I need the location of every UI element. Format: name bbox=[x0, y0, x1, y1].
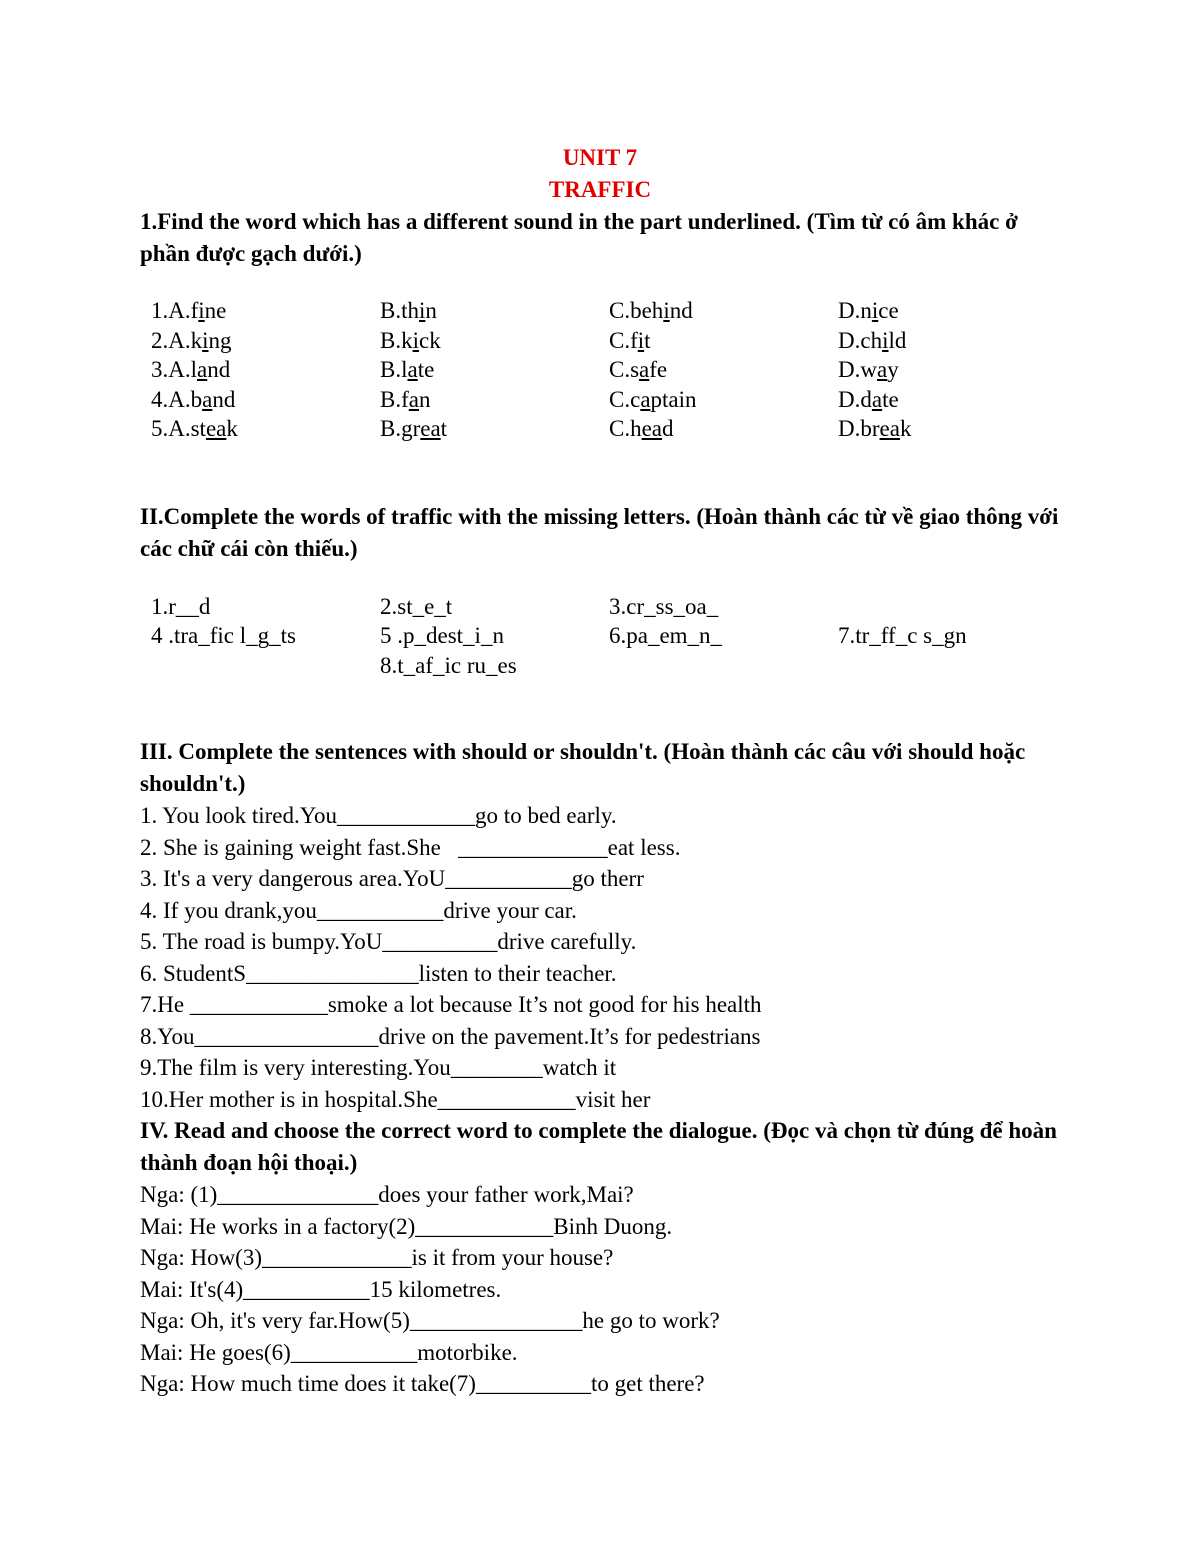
unit-title: UNIT 7 bbox=[562, 145, 638, 170]
section1-row bbox=[140, 326, 1060, 356]
word-item: 5 .p_dest_i_n bbox=[380, 623, 504, 648]
option: 2.A.king bbox=[151, 327, 232, 353]
word-item: 1.r__d bbox=[151, 593, 211, 619]
option: D.way bbox=[838, 357, 899, 382]
section1-row bbox=[140, 296, 1060, 326]
dialogue-line: Mai: He goes(6)___________motorbike. bbox=[140, 1339, 518, 1365]
option: B.thin bbox=[380, 298, 437, 323]
sentence-item: 8.You________________drive on the pavement.It’s for pedestrians bbox=[140, 1023, 761, 1049]
option: 3.A.land bbox=[151, 357, 231, 382]
sentence-item: 5. The road is bumpy.YoU__________drive carefully. bbox=[140, 929, 637, 954]
option: B.kick bbox=[380, 327, 441, 353]
sentence-item: 7.He ____________smoke a lot because It’s not good for his health bbox=[140, 992, 762, 1017]
option: C.safe bbox=[609, 357, 668, 382]
option: D.date bbox=[838, 386, 899, 412]
option: D.break bbox=[838, 416, 912, 441]
section2-row bbox=[140, 621, 1060, 651]
section1-instruction: 1.Find the word which has a different sound in the part underlined. (Tìm từ có âm khác ở phần được gạch dưới.) bbox=[140, 209, 1018, 266]
section1-row bbox=[140, 355, 1060, 385]
worksheet-page bbox=[140, 140, 1060, 1400]
word-item: 3.cr_ss_oa_ bbox=[609, 593, 719, 619]
option: B.great bbox=[380, 416, 448, 441]
sentence-item: 1. You look tired.You____________go to bed early. bbox=[140, 803, 617, 828]
sentence-item: 10.Her mother is in hospital.She____________visit her bbox=[140, 1086, 651, 1112]
sentence-item: 9.The film is very interesting.You________watch it bbox=[140, 1055, 617, 1080]
topic-title: TRAFFIC bbox=[548, 177, 652, 202]
option: C.fit bbox=[609, 327, 651, 353]
option: C.captain bbox=[609, 386, 697, 412]
word-item: 6.pa_em_n_ bbox=[609, 623, 723, 648]
sentence-item: 2. She is gaining weight fast.She _____________eat less. bbox=[140, 834, 681, 860]
sentence-item: 3. It's a very dangerous area.YoU___________go therr bbox=[140, 866, 644, 891]
word-item: 2.st_e_t bbox=[380, 593, 453, 619]
sentence-item: 4. If you drank,you___________drive your car. bbox=[140, 897, 577, 923]
section2-row bbox=[140, 651, 1060, 681]
option: 5.A.steak bbox=[151, 416, 238, 441]
section2-row bbox=[140, 592, 1060, 622]
word-item: 8.t_af_ic ru_es bbox=[380, 652, 517, 678]
section2-instruction: II.Complete the words of traffic with the missing letters. (Hoàn thành các từ về giao thông với các chữ cái còn thiếu.) bbox=[140, 503, 1059, 561]
dialogue-line: Nga: (1)______________does your father work,Mai? bbox=[140, 1182, 634, 1207]
section4-instruction: IV. Read and choose the correct word to complete the dialogue. (Đọc và chọn từ đúng để hoàn thành đoạn hội thoại.) bbox=[140, 1118, 1057, 1175]
section1-row bbox=[140, 385, 1060, 415]
dialogue-line: Nga: How much time does it take(7)__________to get there? bbox=[140, 1371, 705, 1396]
section4-dialogue bbox=[140, 1179, 1060, 1400]
dialogue-line: Nga: How(3)_____________is it from your house? bbox=[140, 1245, 614, 1270]
option: B.late bbox=[380, 357, 435, 382]
section3-sentences bbox=[140, 800, 1060, 1115]
option: B.fan bbox=[380, 386, 431, 412]
option: C.behind bbox=[609, 298, 693, 323]
section2-grid bbox=[140, 592, 1060, 681]
option: D.child bbox=[838, 327, 907, 353]
word-item: 4 .tra_fic l_g_ts bbox=[151, 623, 296, 648]
option: 4.A.band bbox=[151, 386, 236, 412]
section3-instruction: III. Complete the sentences with should or shouldn't. (Hoàn thành các câu với should hoặc shouldn't.) bbox=[140, 739, 1026, 796]
dialogue-line: Mai: He works in a factory(2)____________Binh Duong. bbox=[140, 1213, 673, 1239]
section1-row bbox=[140, 414, 1060, 444]
dialogue-line: Nga: Oh, it's very far.How(5)_______________he go to work? bbox=[140, 1308, 720, 1333]
option: C.head bbox=[609, 416, 674, 441]
sentence-item: 6. StudentS_______________listen to their teacher. bbox=[140, 960, 617, 986]
section1-grid bbox=[140, 296, 1060, 444]
word-item: 7.tr_ff_c s_gn bbox=[838, 623, 967, 648]
dialogue-line: Mai: It's(4)___________15 kilometres. bbox=[140, 1276, 502, 1302]
option: D.nice bbox=[838, 298, 899, 323]
option: 1.A.fine bbox=[151, 298, 227, 323]
